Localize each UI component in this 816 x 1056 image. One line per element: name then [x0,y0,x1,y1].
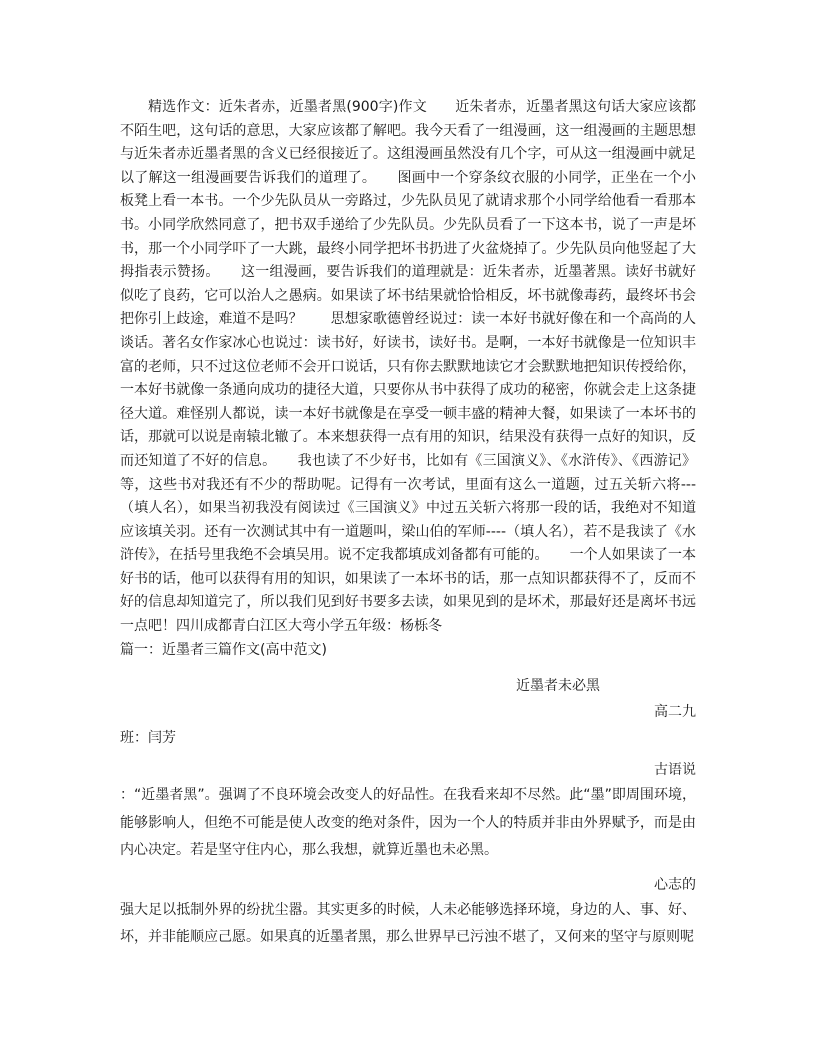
essay-block [120,674,696,952]
essay-class-line-a: 高二九 [654,704,696,721]
essay-title: 近墨者未必黑 [516,678,600,695]
section-heading: 篇一：近墨者三篇作文(高中范文) [120,641,327,658]
intro-paragraph: 精选作文：近朱者赤，近墨者黑(900字)作文 近朱者赤，近墨者黑这句话大家应该都不陌生吧，这句话的意思，大家应该都了解吧。我今天看了一组漫画，这一组漫画的主题思想与近朱者赤近墨者黑的含义已经很接近了。这组漫画虽然没有几个字，可从这一组漫画中就足以了解这一组漫画要告诉我们的道理了。 图画中一个穿条纹衣服的小同学，正坐在一个小板凳上看一本书。一个少先队员从一旁路过，少先队员见了就请求那个小同学给他看一看那本书。小同学欣然同意了，把书双手递给了少先队员。少先队员看了一下这本书，说了一声是坏书，那一个小同学吓了一大跳，最终小同学把坏书扔进了火盆烧掉了。少先队员向他竖起了大拇指表示赞扬。 这一组漫画，要告诉我们的道理就是：近朱者赤，近墨著黑。读好书就好似吃了良药，它可以治人之愚病。如果读了坏书结果就恰恰相反，坏书就像毒药，最终坏书会把你引上歧途，难道不是吗？ 思想家歌德曾经说过：读一本好书就好像在和一个高尚的人谈话。著名女作家冰心也说过：读书好，好读书，读好书。是啊，一本好书就像是一位知识丰富的老师，只不过这位老师不会开口说话，只有你去默默地读它才会默默地把知识传授给你，一本好书就像一条通向成功的捷径大道，只要你从书中获得了成功的秘密，你就会走上这条捷径大道。难怪别人都说，读一本好书就像是在享受一顿丰盛的精神大餐，如果读了一本坏书的话，那就可以说是南辕北辙了。本来想获得一点有用的知识，结果没有获得一点好的知识，反而还知道了不好的信息。 我也读了不少好书，比如有《三国演义》、《水浒传》、《西游记》等，这些书对我还有不少的帮助呢。记得有一次考试，里面有这么一道题，过五关斩六将---（填人名），如果当初我没有阅读过《三国演义》中过五关斩六将那一段的话，我绝对不知道应该填关羽。还有一次测试其中有一道题叫，梁山伯的军师----（填人名），若不是我读了《水浒传》，在括号里我绝不会填吴用。说不定我都填成刘备都有可能的。 一个人如果读了一本好书的话，他可以获得有用的知识，如果读了一本坏书的话，那一点知识都获得不了，反而不好的信息却知道完了，所以我们见到好书要多去读，如果见到的是坏术，那最好还是离坏书远一点吧！四川成都青白江区大弯小学五年级：杨栎冬 [120,99,696,635]
document-page [120,96,696,952]
essay-class-line-b: 班：闫芳 [120,730,176,747]
essay-line-a-right: 古语说 [654,762,696,779]
essay-line-b-right: 心志的 [654,876,696,893]
essay-paragraph-2: 强大足以抵制外界的纷扰尘嚣。其实更多的时候，人未必能够选择环境，身边的人、事、好、坏，并非能顺应己愿。如果真的近墨者黑，那么世界早已污浊不堪了，又何来的坚守与原则呢 [120,901,696,946]
essay-paragraph-1: ：“近墨者黑”。强调了不良环境会改变人的好品性。在我看来却不尽然。此“墨”即周围环境，能够影响人，但绝不可能是使人改变的绝对条件，因为一个人的特质并非由外界赋予，而是由内心决定。若是坚守住内心，那么我想，就算近墨也未必黑。 [120,787,696,859]
